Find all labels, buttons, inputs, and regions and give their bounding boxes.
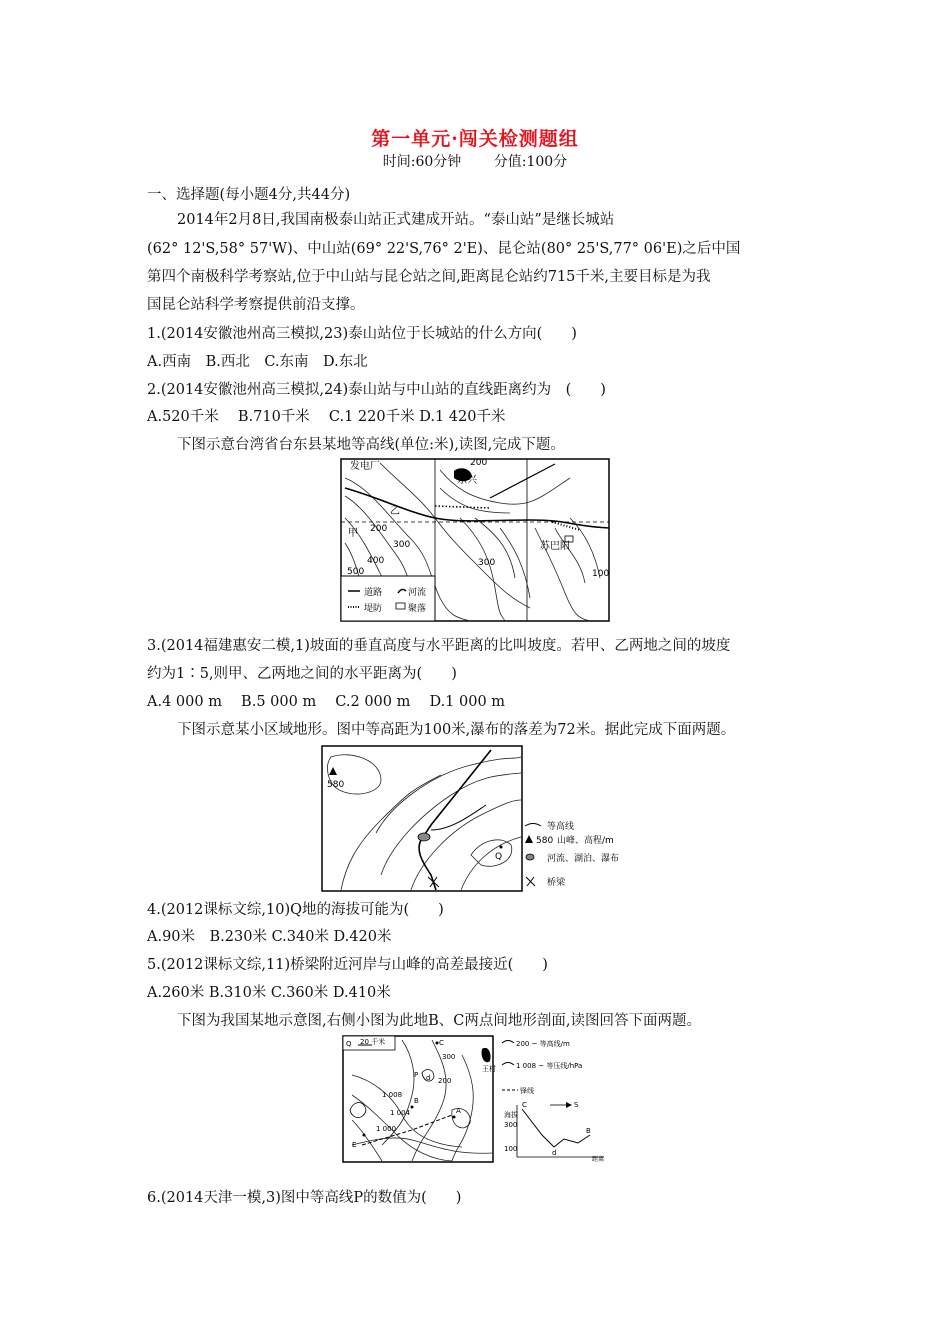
profile-y300: 300	[504, 1121, 518, 1129]
profile-xlabel: 距离	[592, 1156, 605, 1163]
profile-ylabel: 海拔	[504, 1111, 518, 1119]
label-jia: 甲	[348, 528, 358, 539]
label-power-plant: 发电厂	[350, 461, 380, 472]
legend-peak-value: 580	[536, 836, 554, 846]
peak-elevation: 580	[327, 780, 345, 790]
question-5: 5.(2012课标文综,11)桥梁附近河岸与山峰的高差最接近( )	[147, 957, 548, 973]
contour-label: 200	[470, 458, 488, 468]
section-heading: 一、选择题(每小题4分,共44分)	[147, 187, 351, 203]
point-a: A	[456, 1107, 461, 1115]
question-4-options: A.90米 B.230米 C.340米 D.420米	[147, 929, 392, 945]
profile-s: S	[574, 1101, 579, 1109]
passage-line: 2014年2月8日,我国南极泰山站正式建成开站。“泰山站”是继长城站	[177, 212, 615, 228]
point-e: E	[352, 1141, 357, 1149]
label-city: 王村	[482, 1065, 496, 1073]
legend-peak: 山峰、高程/m	[557, 836, 614, 846]
page-title: 第一单元·闯关检测题组	[371, 128, 579, 150]
point-p: P	[414, 1071, 419, 1079]
isobar-label: 1 008	[382, 1091, 403, 1099]
map3-intro: 下图为我国某地示意图,右侧小图为此地B、C两点间地形剖面,读图回答下面两题。	[177, 1013, 701, 1029]
map1-intro: 下图示意台湾省台东县某地等高线(单位:米),读图,完成下题。	[177, 437, 565, 453]
profile-d: d	[552, 1149, 557, 1157]
isobar-label: 1 004	[390, 1109, 411, 1117]
contour-label: 300	[478, 558, 496, 568]
contour-map-taitung	[340, 458, 610, 622]
profile-y100: 100	[504, 1145, 518, 1153]
point-b: B	[414, 1097, 419, 1105]
question-2: 2.(2014安徽池州高三模拟,24)泰山站与中山站的直线距离约为 ( )	[147, 382, 606, 398]
question-1-options: A.西南 B.西北 C.东南 D.东北	[147, 354, 368, 370]
legend-river: 河流	[408, 588, 427, 598]
time-limit: 时间:60分钟	[382, 154, 462, 170]
score-value: 分值:100分	[493, 154, 568, 170]
question-3: 3.(2014福建惠安二模,1)坡面的垂直高度与水平距离的比叫坡度。若甲、乙两地之间的坡度	[147, 638, 731, 654]
passage-line: 第四个南极科学考察站,位于中山站与昆仑站之间,距离昆仑站约715千米,主要目标是为我	[147, 269, 711, 285]
legend-isobar: 1 008 ~ 等压线/hPa	[516, 1062, 583, 1070]
label-subayang: 苏巴阳	[540, 541, 570, 552]
point-c: C	[439, 1039, 444, 1047]
contour-label: 400	[367, 556, 385, 566]
contour-label: 200	[370, 524, 388, 534]
label-dongxing: 东兴	[457, 475, 477, 486]
legend-road: 道路	[364, 588, 383, 598]
question-5-options: A.260米 B.310米 C.360米 D.410米	[147, 985, 391, 1001]
point-d: d	[426, 1074, 431, 1082]
legend-contour: 等高线	[547, 822, 575, 832]
legend-front: 锋线	[520, 1087, 534, 1095]
contour-label: 500	[347, 567, 365, 577]
legend-river: 河流、湖泊、瀑布	[547, 854, 620, 864]
legend-contour: 200 ~ 等高线/m	[516, 1040, 570, 1048]
question-3-line2: 约为1∶5,则甲、乙两地之间的水平距离为( )	[147, 666, 457, 682]
question-3-options: A.4 000 m B.5 000 m C.2 000 m D.1 000 m	[147, 694, 506, 710]
contour-label: 300	[393, 540, 411, 550]
question-2-options: A.520千米 B.710千米 C.1 220千米 D.1 420千米	[147, 409, 506, 425]
map2-intro: 下图示意某小区域地形。图中等高距为100米,瀑布的落差为72米。据此完成下面两题。	[177, 722, 736, 738]
label-q: Q	[495, 852, 503, 862]
passage-line: 国昆仑站科学考察提供前沿支撑。	[147, 297, 365, 313]
question-6: 6.(2014天津一模,3)图中等高线P的数值为( )	[147, 1190, 462, 1206]
label-yi: 乙	[390, 506, 400, 517]
isobar-map	[342, 1035, 610, 1163]
passage-line: (62° 12'S,58° 57'W)、中山站(69° 22'S,76° 2'E)、昆仑站(80° 25'S,77° 06'E)之后中国	[147, 241, 741, 257]
label-q: Q	[346, 1040, 352, 1048]
legend-village: 聚落	[408, 604, 427, 614]
contour-label: 200	[438, 1077, 452, 1085]
legend-dike: 堤防	[364, 604, 383, 614]
exam-meta	[0, 151, 950, 171]
contour-label: 100	[592, 569, 610, 579]
isobar-label: 1 000	[376, 1125, 397, 1133]
question-4: 4.(2012课标文综,10)Q地的海拔可能为( )	[147, 902, 444, 918]
terrain-map	[321, 745, 637, 893]
question-1: 1.(2014安徽池州高三模拟,23)泰山站位于长城站的什么方向( )	[147, 326, 577, 342]
legend-bridge: 桥梁	[547, 878, 566, 888]
contour-label: 300	[442, 1053, 456, 1061]
profile-c: C	[522, 1101, 527, 1109]
map-scale: 20 千米	[360, 1038, 386, 1046]
profile-b: B	[586, 1127, 591, 1135]
